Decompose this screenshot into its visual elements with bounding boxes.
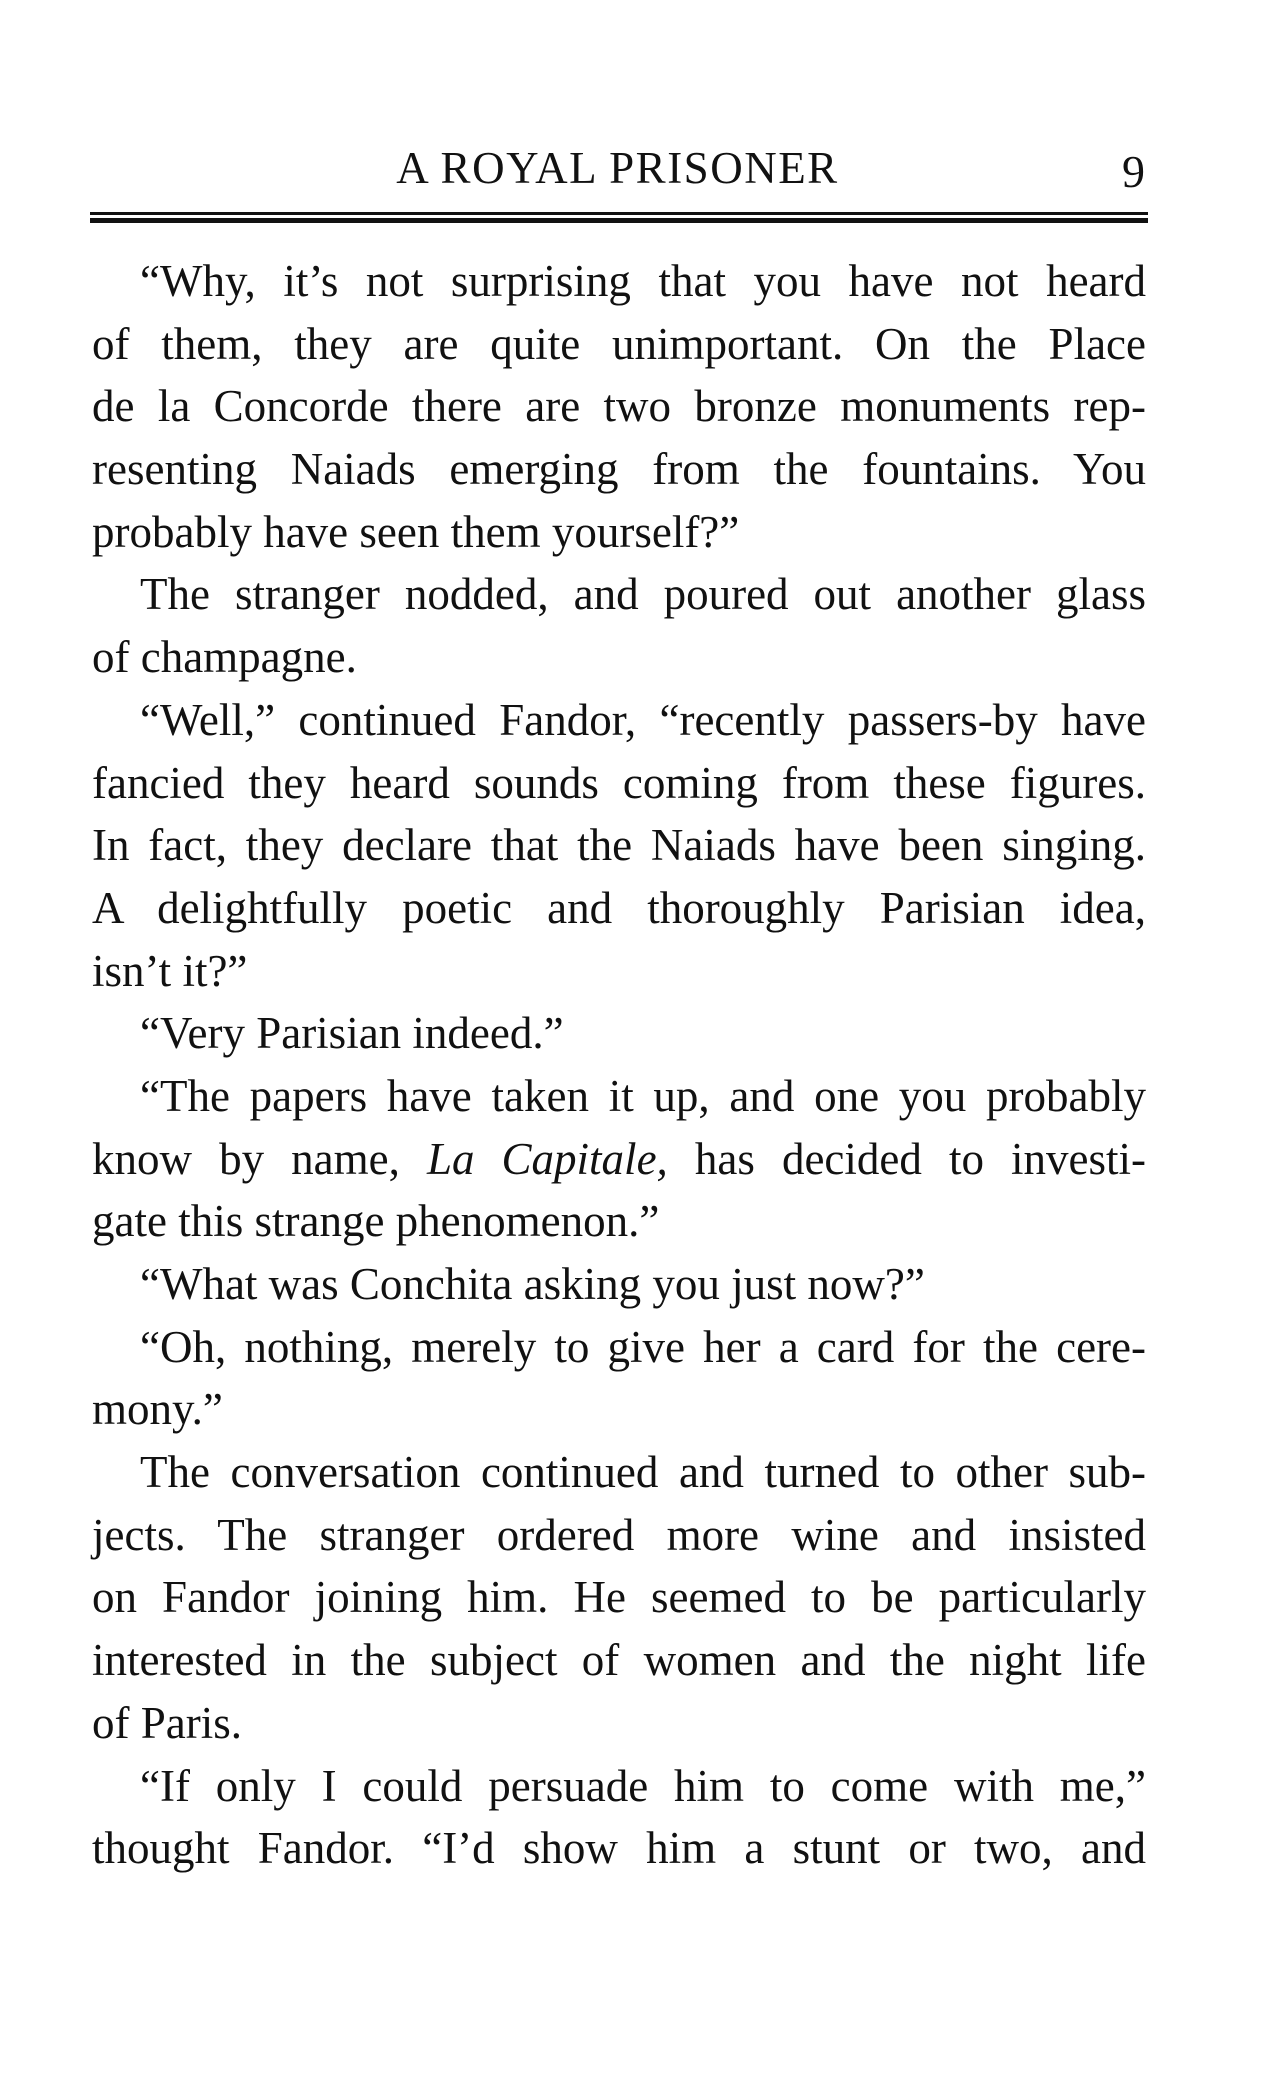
text-line: of champagne. [92,632,357,683]
text-line: isn’t it?” [92,945,248,996]
text-line: “The papers have taken it up, and one you probably [140,1070,1146,1121]
text-line: The conversation continued and turned to other sub- [140,1447,1146,1498]
page-number: 9 [1122,146,1145,197]
text-line: de la Concorde there are two bronze monuments rep- [92,381,1146,432]
text-line: jects. The stranger ordered more wine and insisted [92,1509,1146,1560]
running-title: A ROYAL PRISONER [396,143,839,193]
text-line: on Fandor joining him. He seemed to be particularly [92,1572,1146,1623]
body-text [92,250,1146,1880]
text-line: know by name, La Capitale, has decided to investi- [92,1133,1146,1184]
text-line: thought Fandor. “I’d show him a stunt or two, and [92,1823,1146,1874]
page-header [90,138,1145,198]
newspaper-title: La Capitale, [426,1133,668,1184]
text-line: gate this strange phenomenon.” [92,1196,660,1247]
text-line: A delightfully poetic and thoroughly Parisian idea, [92,882,1146,933]
text-line: “Why, it’s not surprising that you have not heard [140,256,1146,306]
text-line: resenting Naiads emerging from the fountains. You [92,444,1146,495]
text-line: interested in the subject of women and the night life [92,1635,1146,1686]
text-line: In fact, they declare that the Naiads have been singing. [92,820,1146,871]
text-line: “If only I could persuade him to come with me,” [140,1760,1146,1811]
text-line: The stranger nodded, and poured out another glass [140,569,1146,620]
text-line: “Oh, nothing, merely to give her a card for the cere- [140,1321,1146,1372]
text-line: fancied they heard sounds coming from these figures. [92,757,1146,808]
text-line: mony.” [92,1384,223,1435]
text-line: “What was Conchita asking you just now?” [140,1259,925,1309]
text-line: of Paris. [92,1697,242,1748]
text-line: of them, they are quite unimportant. On the Place [92,318,1146,369]
header-rule [90,212,1148,223]
text-line: probably have seen them yourself?” [92,506,740,557]
text-line: “Very Parisian indeed.” [140,1008,564,1059]
text-line: “Well,” continued Fandor, “recently passers-by have [140,694,1146,745]
